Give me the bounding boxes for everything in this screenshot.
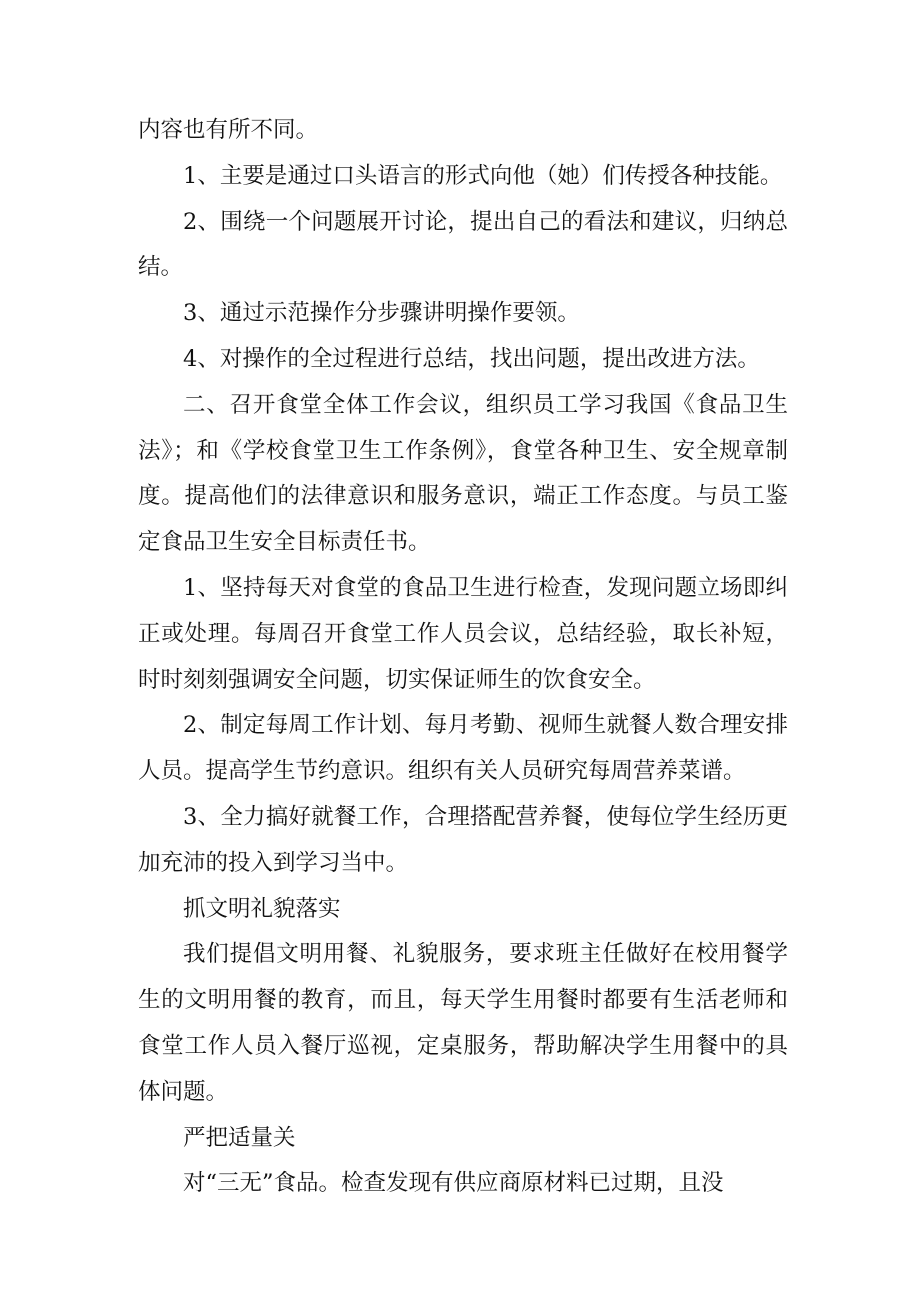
paragraph-item-1-inspection: 1、坚持每天对食堂的食品卫生进行检查，发现问题立场即纠正或处理。每周召开食堂工作人员会议，总结经验，取长补短，时时刻刻强调安全问题，切实保证师生的饮食安全。	[138, 574, 788, 693]
paragraph-item-3-meals: 3、全力搞好就餐工作，合理搭配营养餐，使每位学生经历更加充沛的投入到学习当中。	[138, 803, 788, 876]
heading-quantity-control: 严把适量关	[183, 1124, 296, 1151]
paragraph-quantity-control: 对“三无”食品。检查发现有供应商原材料已过期，且没	[183, 1170, 724, 1197]
heading-civility: 抓文明礼貌落实	[183, 895, 341, 922]
document-body	[138, 108, 788, 1207]
paragraph-continuation: 内容也有所不同。	[138, 117, 319, 143]
paragraph-item-4-summary: 4、对操作的全过程进行总结，找出问题，提出改进方法。	[183, 345, 760, 372]
paragraph-item-2-discussion: 2、围绕一个问题展开讨论，提出自己的看法和建议，归纳总结。	[138, 208, 788, 281]
paragraph-civility: 我们提倡文明用餐、礼貌服务，要求班主任做好在校用餐学生的文明用餐的教育，而且，每天学生用餐时都要有生活老师和食堂工作人员入餐厅巡视，定桌服务，帮助解决学生用餐中的具体问题。	[138, 941, 788, 1105]
paragraph-item-2-planning: 2、制定每周工作计划、每月考勤、视师生就餐人数合理安排人员。提高学生节约意识。组织有关人员研究每周营养菜谱。	[138, 712, 788, 785]
paragraph-item-3-demonstration: 3、通过示范操作分步骤讲明操作要领。	[183, 300, 580, 327]
paragraph-section-2-meeting: 二、召开食堂全体工作会议，组织员工学习我国《食品卫生法》；和《学校食堂卫生工作条例》，食堂各种卫生、安全规章制度。提高他们的法律意识和服务意识，端正工作态度。与员工鉴定食品卫生安全目标责任书。	[138, 391, 788, 556]
paragraph-item-1-lecture: 1、主要是通过口头语言的形式向他（她）们传授各种技能。	[183, 162, 783, 189]
